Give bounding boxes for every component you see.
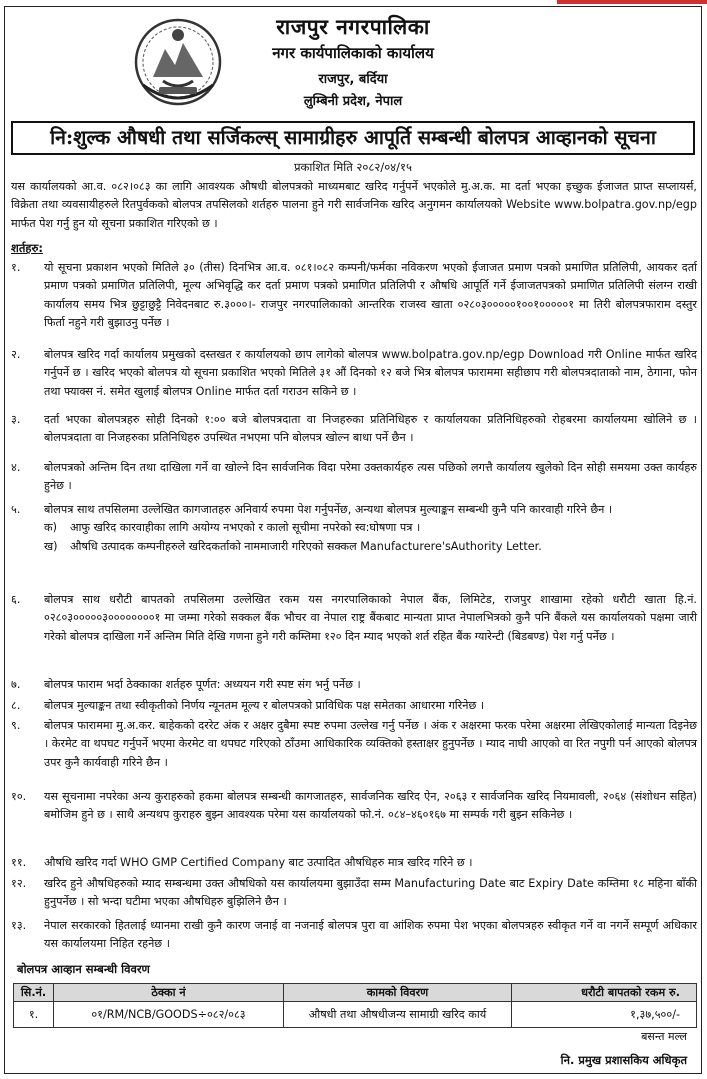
condition-item (11, 788, 697, 825)
table-cell: १. (14, 1002, 54, 1028)
condition-text: यो सूचना प्रकाशन भएको मितिले ३० (तीस) दिनभित्र आ.व. ०८१।०८२ कम्पनी/फर्मका नविकरण भएको ईजाजत प्रमाण पत्रको प्रमाणित प्रतिलिपी, आयकर दर्ता प्रमाण पत्रको प्रमाणित प्रतिलिपी, मूल्य अभिवृद्धि कर दर्ता प्रमाण पत्रको प्रमाणित प्रतिलिपी र औषधि आपूर्ति गर्ने ईजाजतपत्रको प्रमाणित प्रतिलिपी संलग्न राखी कार्यालय समय भित्र छुट्टाछुट्टै निवेदनबाट रु.३०००।- राजपुर नगरपालिकाको आन्तरिक राजस्व खाता ०२८०३०००००१००१०००००१ मा तिरी बोलपत्रफाराम दस्तुर फिर्ता नहुने गरी बुझाउनु पर्नेछ । (44, 261, 697, 329)
column-header: कामको विवरण (284, 984, 512, 1002)
sub-item (44, 519, 697, 537)
sub-item-text: औषधि उत्पादक कम्पनीहरुले खरिदकर्ताको नाममाजारी गरिएको सक्कल Manufacturere'sAuthority Letter. (70, 539, 542, 553)
condition-item (11, 259, 697, 332)
notice-title: नि:शुल्क औषधी तथा सर्जिकल्स् सामाग्रीहरु आपूर्ति सम्बन्धी बोलपत्र आव्हानको सूचना (11, 121, 695, 155)
condition-item (11, 411, 697, 448)
condition-number: १३. (11, 919, 27, 932)
table-cell: औषधी तथा औषधीजन्य सामाग्री खरिद कार्य (284, 1002, 512, 1028)
notice-frame (4, 6, 702, 1074)
condition-number: ११. (11, 856, 27, 869)
condition-number: ९. (11, 719, 21, 732)
table-cell: ०१/RM/NCB/GOODS÷०८२/०८३ (54, 1002, 284, 1028)
condition-item (11, 676, 697, 694)
office-subtitle: नगर कार्यपालिकाको कार्यालय (272, 44, 434, 62)
condition-text: खरिद हुने औषधिहरुको म्याद सम्बन्धमा उक्त औषधिको यस कार्यालयमा बुझाउँदा सम्म Manufacturing Date बाट Expiry Date कम्तिमा १८ महिना बाँकी हुनुपर्नेछ । सो भन्दा घटीमा भएका औषधिहरु बुझिलिने छैन । (44, 877, 697, 909)
condition-item (11, 875, 697, 912)
condition-item (11, 346, 697, 401)
condition-number: ८. (11, 699, 21, 712)
condition-item (11, 459, 697, 496)
condition-item (11, 697, 697, 715)
condition-number: २. (11, 348, 21, 361)
publication-date: प्रकाशित मिति २०८२/०४/१५ (294, 160, 412, 174)
table-header-row (14, 984, 697, 1002)
condition-number: ३. (11, 413, 21, 426)
condition-text: बोलपत्र खरिद गर्दा कार्यालय प्रमुखको दस्तखत र कार्यालयको छाप लागेको बोलपत्र www.bolpatra.gov.np/egp Download गरी Online मार्फत खरिद गर्नुपर्ने छ । खरिद भएको बोलपत्र यो सूचना प्रकाशित भएको मितिले ३१ औं दिनको १२ बजे भित्र बोलपत्र फाराममा सहीछाप गरी बोलपत्रदाताको नाम, ठेगाना, फोन तथा फ्याक्स नं. समेत खुलाई बोलपत्र Online मार्फत दर्ता गराउन सकिने छ । (44, 348, 697, 398)
condition-number: ५. (11, 503, 21, 516)
condition-number: १. (11, 261, 21, 274)
column-header: धरौटी बापतको रकम रु. (512, 984, 697, 1002)
column-header: ठेक्का नं (54, 984, 284, 1002)
condition-item (11, 591, 697, 646)
signatory-name: बसन्त मल्ल (641, 1030, 687, 1043)
office-province: लुम्बिनी प्रदेश, नेपाल (303, 94, 403, 109)
condition-item (11, 501, 697, 556)
office-address: राजपुर, बर्दिया (318, 72, 388, 87)
sub-item-text: आफु खरिद कारवाहीका लागि अयोग्य नभएको र कालो सूचीमा नपरेको स्व:घोषणा पत्र । (70, 521, 421, 535)
table-cell: १,३७,५००/- (512, 1002, 697, 1028)
sub-item (44, 538, 697, 556)
condition-text: नेपाल सरकारको हितलाई ध्यानमा राखी कुनै कारण जनाई वा नजनाई बोलपत्र पुरा वा आंशिक रुपमा पेश भएका बोलपत्रहरु स्वीकृत गर्ने वा नगर्ने सम्पूर्ण अधिकार यस कार्यालयमा निहित रहनेछ । (44, 919, 697, 951)
condition-number: ६. (11, 593, 21, 606)
condition-text: यस सूचनामा नपरेका अन्य कुराहरुको हकमा बोलपत्र सम्बन्धी कागजातहरु, सार्वजनिक खरिद ऐन, २०६३ र सार्वजनिक खरिद नियमावली, २०६४ (संशोधन सहित) बमोजिम हुने छ । साथै अन्यथप कुराहरु बुझ्न आवश्यक परेमा यस कार्यालयको फो.नं. ०८४–४६०१६७ मा सम्पर्क गरी बुझ्न सकिनेछ । (44, 790, 697, 822)
condition-text: बोलपत्र फाराम भर्दा ठेक्काका शर्तहरु पूर्णत: अध्ययन गरी स्पष्ट संग भर्नु पर्नेछ । (44, 678, 361, 691)
sub-item-label: क) (44, 521, 57, 535)
table-title: बोलपत्र आव्हान सम्बन्धी विवरण (17, 962, 150, 976)
condition-text: बोलपत्र साथ धरौटी बापतको तपसिलमा उल्लेखित रकम यस नगरपालिकाको नेपाल बैंक, लिमिटेड, राजपुर शाखामा रहेको धरौटी खाता हि.नं. ०२८०३०००००३००००००००१ मा जम्मा गरेको सक्कल बैंक भौचर वा नेपाल राष्ट्र बैंकबाट मान्यता प्राप्त नेपालभित्रको कुनै पनि बैंकले यस कार्यालयको पक्षमा जारी गरेको बोलपत्र दाखिला गर्ने अन्तिम मिति देखि गणना हुने गरी कम्तिमा १२० दिन म्याद भएको शर्त रहित बैंक ग्यारेन्टी (बिडबण्ड) पेश गर्नु पर्नेछ । (44, 593, 697, 643)
column-header: सि.नं. (14, 984, 54, 1002)
accent-line (557, 0, 707, 4)
condition-number: ४. (11, 461, 21, 474)
condition-number: ७. (11, 678, 21, 691)
condition-item (11, 917, 697, 954)
condition-text: दर्ता भएका बोलपत्रहरु सोही दिनको १:०० बजे बोलपत्रदाता वा निजहरुका प्रतिनिधिहरु र कार्यालयका प्रतिनिधिहरुको रोहबरमा कार्यालयमा खोलिने छ । बोलपत्रदाता वा निजहरुका प्रतिनिधिहरु उपस्थित नभएमा पनि बोलपत्र खोल्न बाधा पर्ने छैन । (44, 413, 697, 445)
condition-number: १०. (11, 790, 27, 803)
condition-item (11, 717, 697, 772)
condition-number: १२. (11, 877, 27, 890)
condition-text: बोलपत्र मुल्याङ्कन तथा स्वीकृतीको निर्णय न्यूनतम मूल्य र बोलपत्रको प्राविधिक पक्ष समेतका आधारमा गरिनेछ । (44, 699, 485, 712)
table-row (14, 1002, 697, 1028)
letterhead (5, 7, 701, 119)
condition-text: औषधि खरिद गर्दा WHO GMP Certified Company बाट उत्पादित औषधिहरु मात्र खरिद गरिने छ । (44, 856, 473, 869)
condition-item (11, 854, 697, 872)
office-name: राजपुर नगरपालिका (276, 15, 430, 39)
intro-paragraph: यस कार्यालयको आ.व. ०८२।०८३ का लागि आवश्यक औषधी बोलपत्रको माध्यमबाट खरिद गर्नुपर्ने भएकोले मु.अ.क. मा दर्ता भएका इच्छुक ईजाजत प्राप्त सप्लायर्स, विक्रेता तथा व्यवसायीहरुले रितपुर्वकको बोलपत्र तपसिलको शर्तहरु पालना हुने गरी सार्वजनिक खरिद अनुगमन कार्यालयको Website www.bolpatra.gov.np/egp मार्फत पेश गर्नु हुन यो सूचना प्रकाशित गरिएको छ । (11, 180, 697, 230)
bid-details-table (13, 983, 697, 1028)
condition-text: बोलपत्रको अन्तिम दिन तथा दाखिला गर्ने वा खोल्ने दिन सार्वजनिक विदा परेमा उक्तकार्यहरु त्यस पछिको लगत्तै कार्यालय खुलेको दिन सोही समयमा उक्त कार्यहरु हुनेछ । (44, 461, 697, 493)
conditions-heading: शर्तहरु: (11, 241, 43, 255)
condition-text: बोलपत्र फाराममा मु.अ.कर. बाहेकको दररेट अंक र अक्षर दुबैमा स्पष्ट रुपमा उल्लेख गर्नु पर्नेछ । अंक र अक्षरमा फरक परेमा अक्षरमा लेखिएकोलाई मान्यता दिइनेछ । केरमेट वा थपघट गर्नुपर्ने भएमा केरमेट वा थपघट गरिएको ठाँउमा आधिकारिक व्यक्तिको हस्ताक्षर हुनुपर्नेछ । म्याद नाघी आएको वा रित नपुगी पर्न आएको बोलपत्र उपर कुनै कार्यवाही गरिने छैन । (44, 719, 697, 769)
condition-text: बोलपत्र साथ तपसिलमा उल्लेखित कागजातहरु अनिवार्य रुपमा पेश गर्नुपर्नेछ, अन्यथा बोलपत्र मुल्याङ्कन सम्बन्धी कुनै पनि कारवाही गरिने छैन । (44, 503, 613, 516)
signatory-title: नि. प्रमुख प्रशासकिय अधिकृत (560, 1053, 687, 1067)
sub-item-label: ख) (44, 539, 58, 553)
